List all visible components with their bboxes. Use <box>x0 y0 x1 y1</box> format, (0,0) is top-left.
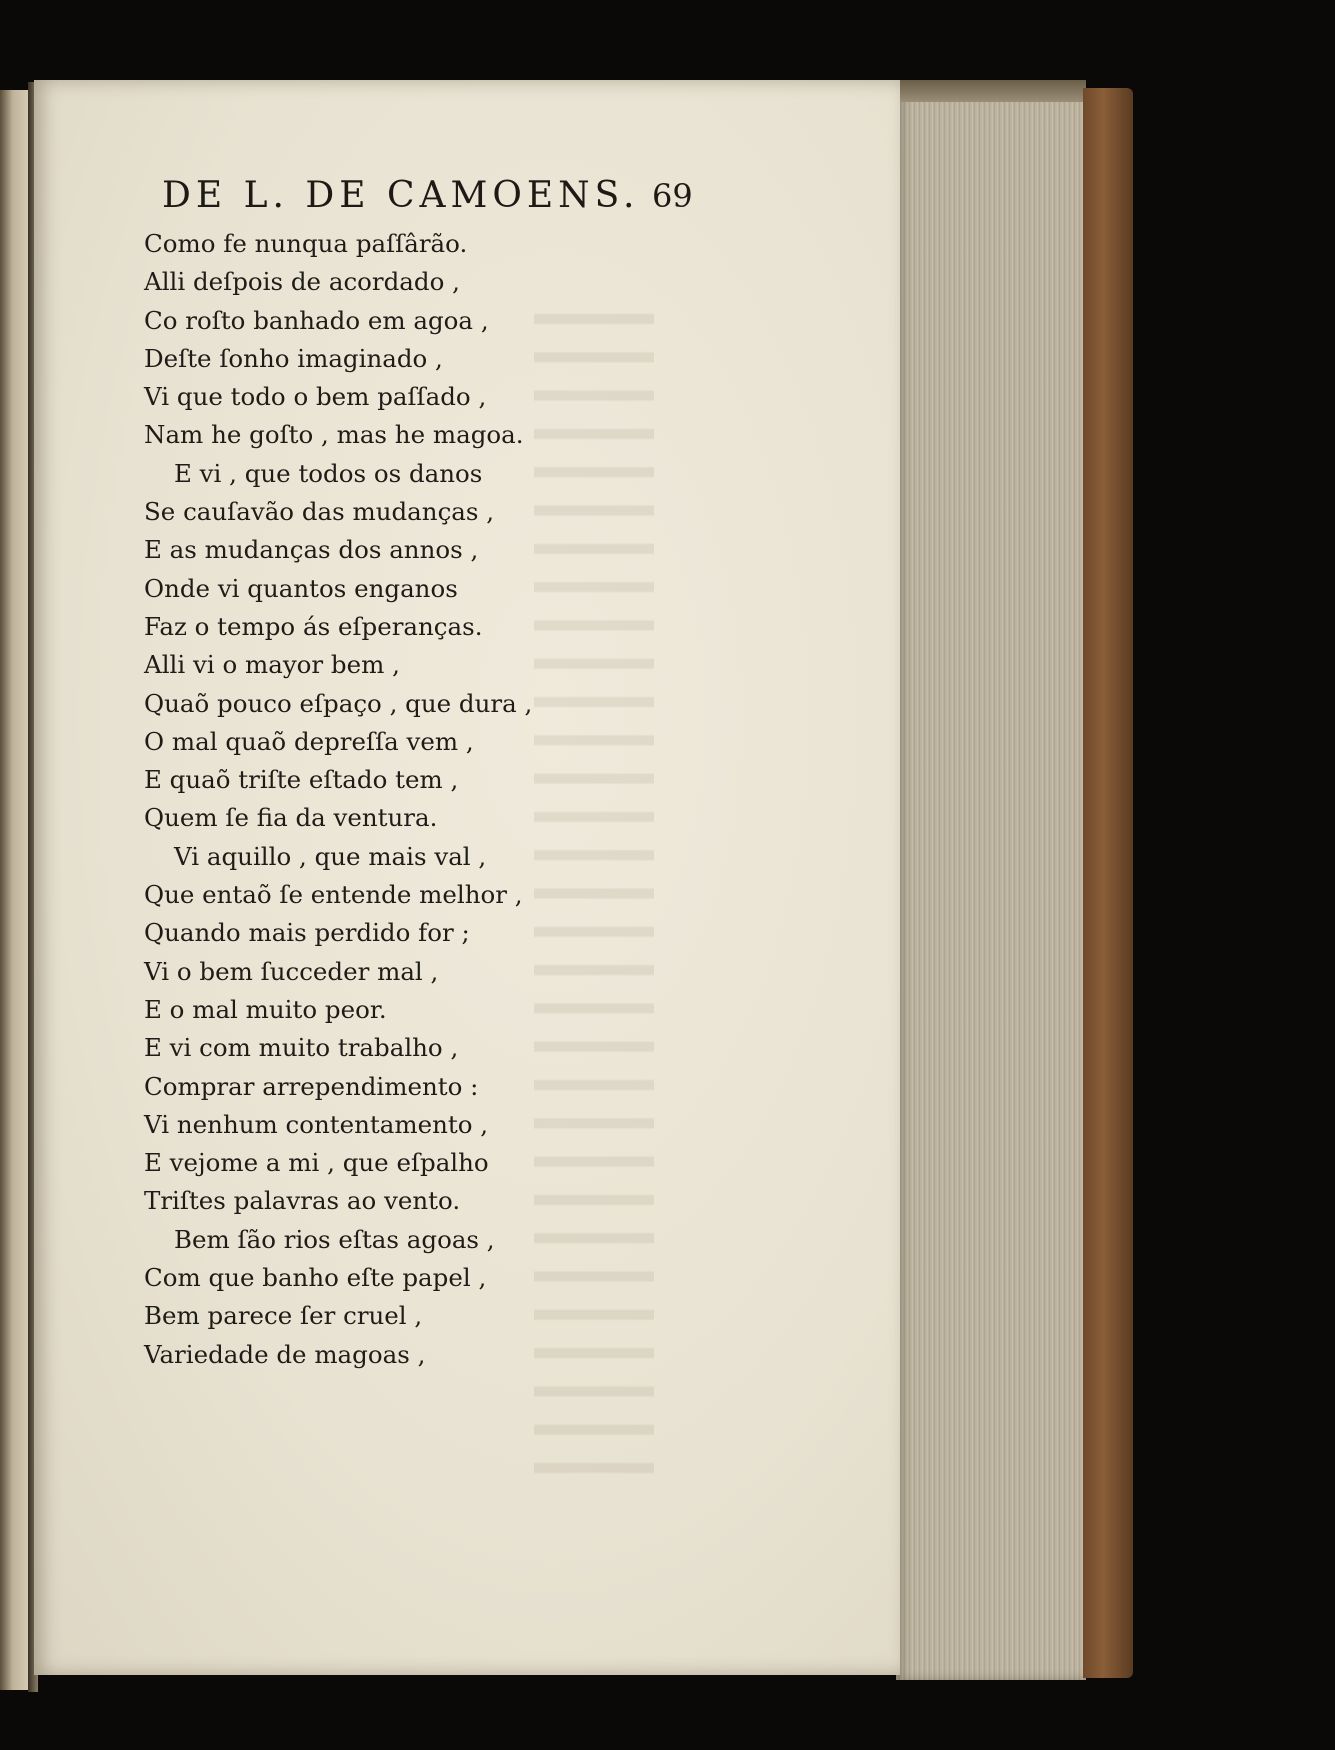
verse-line: O mal quaõ depreſſa vem , <box>144 726 474 756</box>
verse-line: E vi com muito trabalho , <box>144 1033 459 1063</box>
verse-line: Com que banho eſte papel , <box>144 1263 487 1293</box>
text-block <box>34 80 900 1675</box>
verse-line: Faz o tempo ás eſperanças. <box>144 611 483 641</box>
verse-line: Bem parece ſer cruel , <box>144 1301 423 1331</box>
verse-line: Quem ſe fia da ventura. <box>144 803 438 833</box>
page-block-edge <box>896 80 1086 1680</box>
verse-line: Quaõ pouco eſpaço , que dura , <box>144 688 533 718</box>
verse-line: Triſtes palavras ao vento. <box>144 1186 461 1216</box>
page-block-top <box>896 80 1086 102</box>
verse-line: Co roſto banhado em agoa , <box>144 305 489 335</box>
verse-line: E vejome a mi , que eſpalho <box>144 1148 489 1178</box>
verse-line: Se cauſavão das mudanças , <box>144 497 495 527</box>
book-cover-edge <box>1083 88 1133 1678</box>
verse-line: Variedade de magoas , <box>144 1339 426 1369</box>
page-number: 69 <box>652 177 693 215</box>
verse-line: Alli deſpois de acordado , <box>144 267 460 297</box>
verse-line: E as mudanças dos annos , <box>144 535 479 565</box>
running-head-title: DE L. DE CAMOENS. <box>162 175 640 216</box>
verse-line: Bem ſão rios eſtas agoas , <box>174 1224 495 1254</box>
verse-line: Vi aquillo , que mais val , <box>174 841 487 871</box>
verse-line: E o mal muito peor. <box>144 994 387 1024</box>
verse-line: Quando mais perdido for ; <box>144 918 470 948</box>
verse-line: Onde vi quantos enganos <box>144 573 458 603</box>
verse-line: E vi , que todos os danos <box>174 458 483 488</box>
verse-line: Vi o bem ſucceder mal , <box>144 956 439 986</box>
running-head <box>162 175 722 225</box>
verse-line: Deſte ſonho imaginado , <box>144 343 443 373</box>
verse-line: Como fe nunqua paſſârão. <box>144 229 468 258</box>
verse-line: Alli vi o mayor bem , <box>144 650 400 680</box>
verse-lines <box>144 225 664 1374</box>
verse-line: E quaõ triſte eſtado tem , <box>144 765 459 795</box>
verse-line: Vi nenhum contentamento , <box>144 1109 489 1139</box>
verse-line: Nam he goſto , mas he magoa. <box>144 420 524 450</box>
book-page <box>34 80 900 1675</box>
verse-line: Vi que todo o bem paſſado , <box>144 382 487 412</box>
verse-line: Comprar arrependimento : <box>144 1071 479 1101</box>
verse-line: Que entaõ ſe entende melhor , <box>144 880 523 910</box>
